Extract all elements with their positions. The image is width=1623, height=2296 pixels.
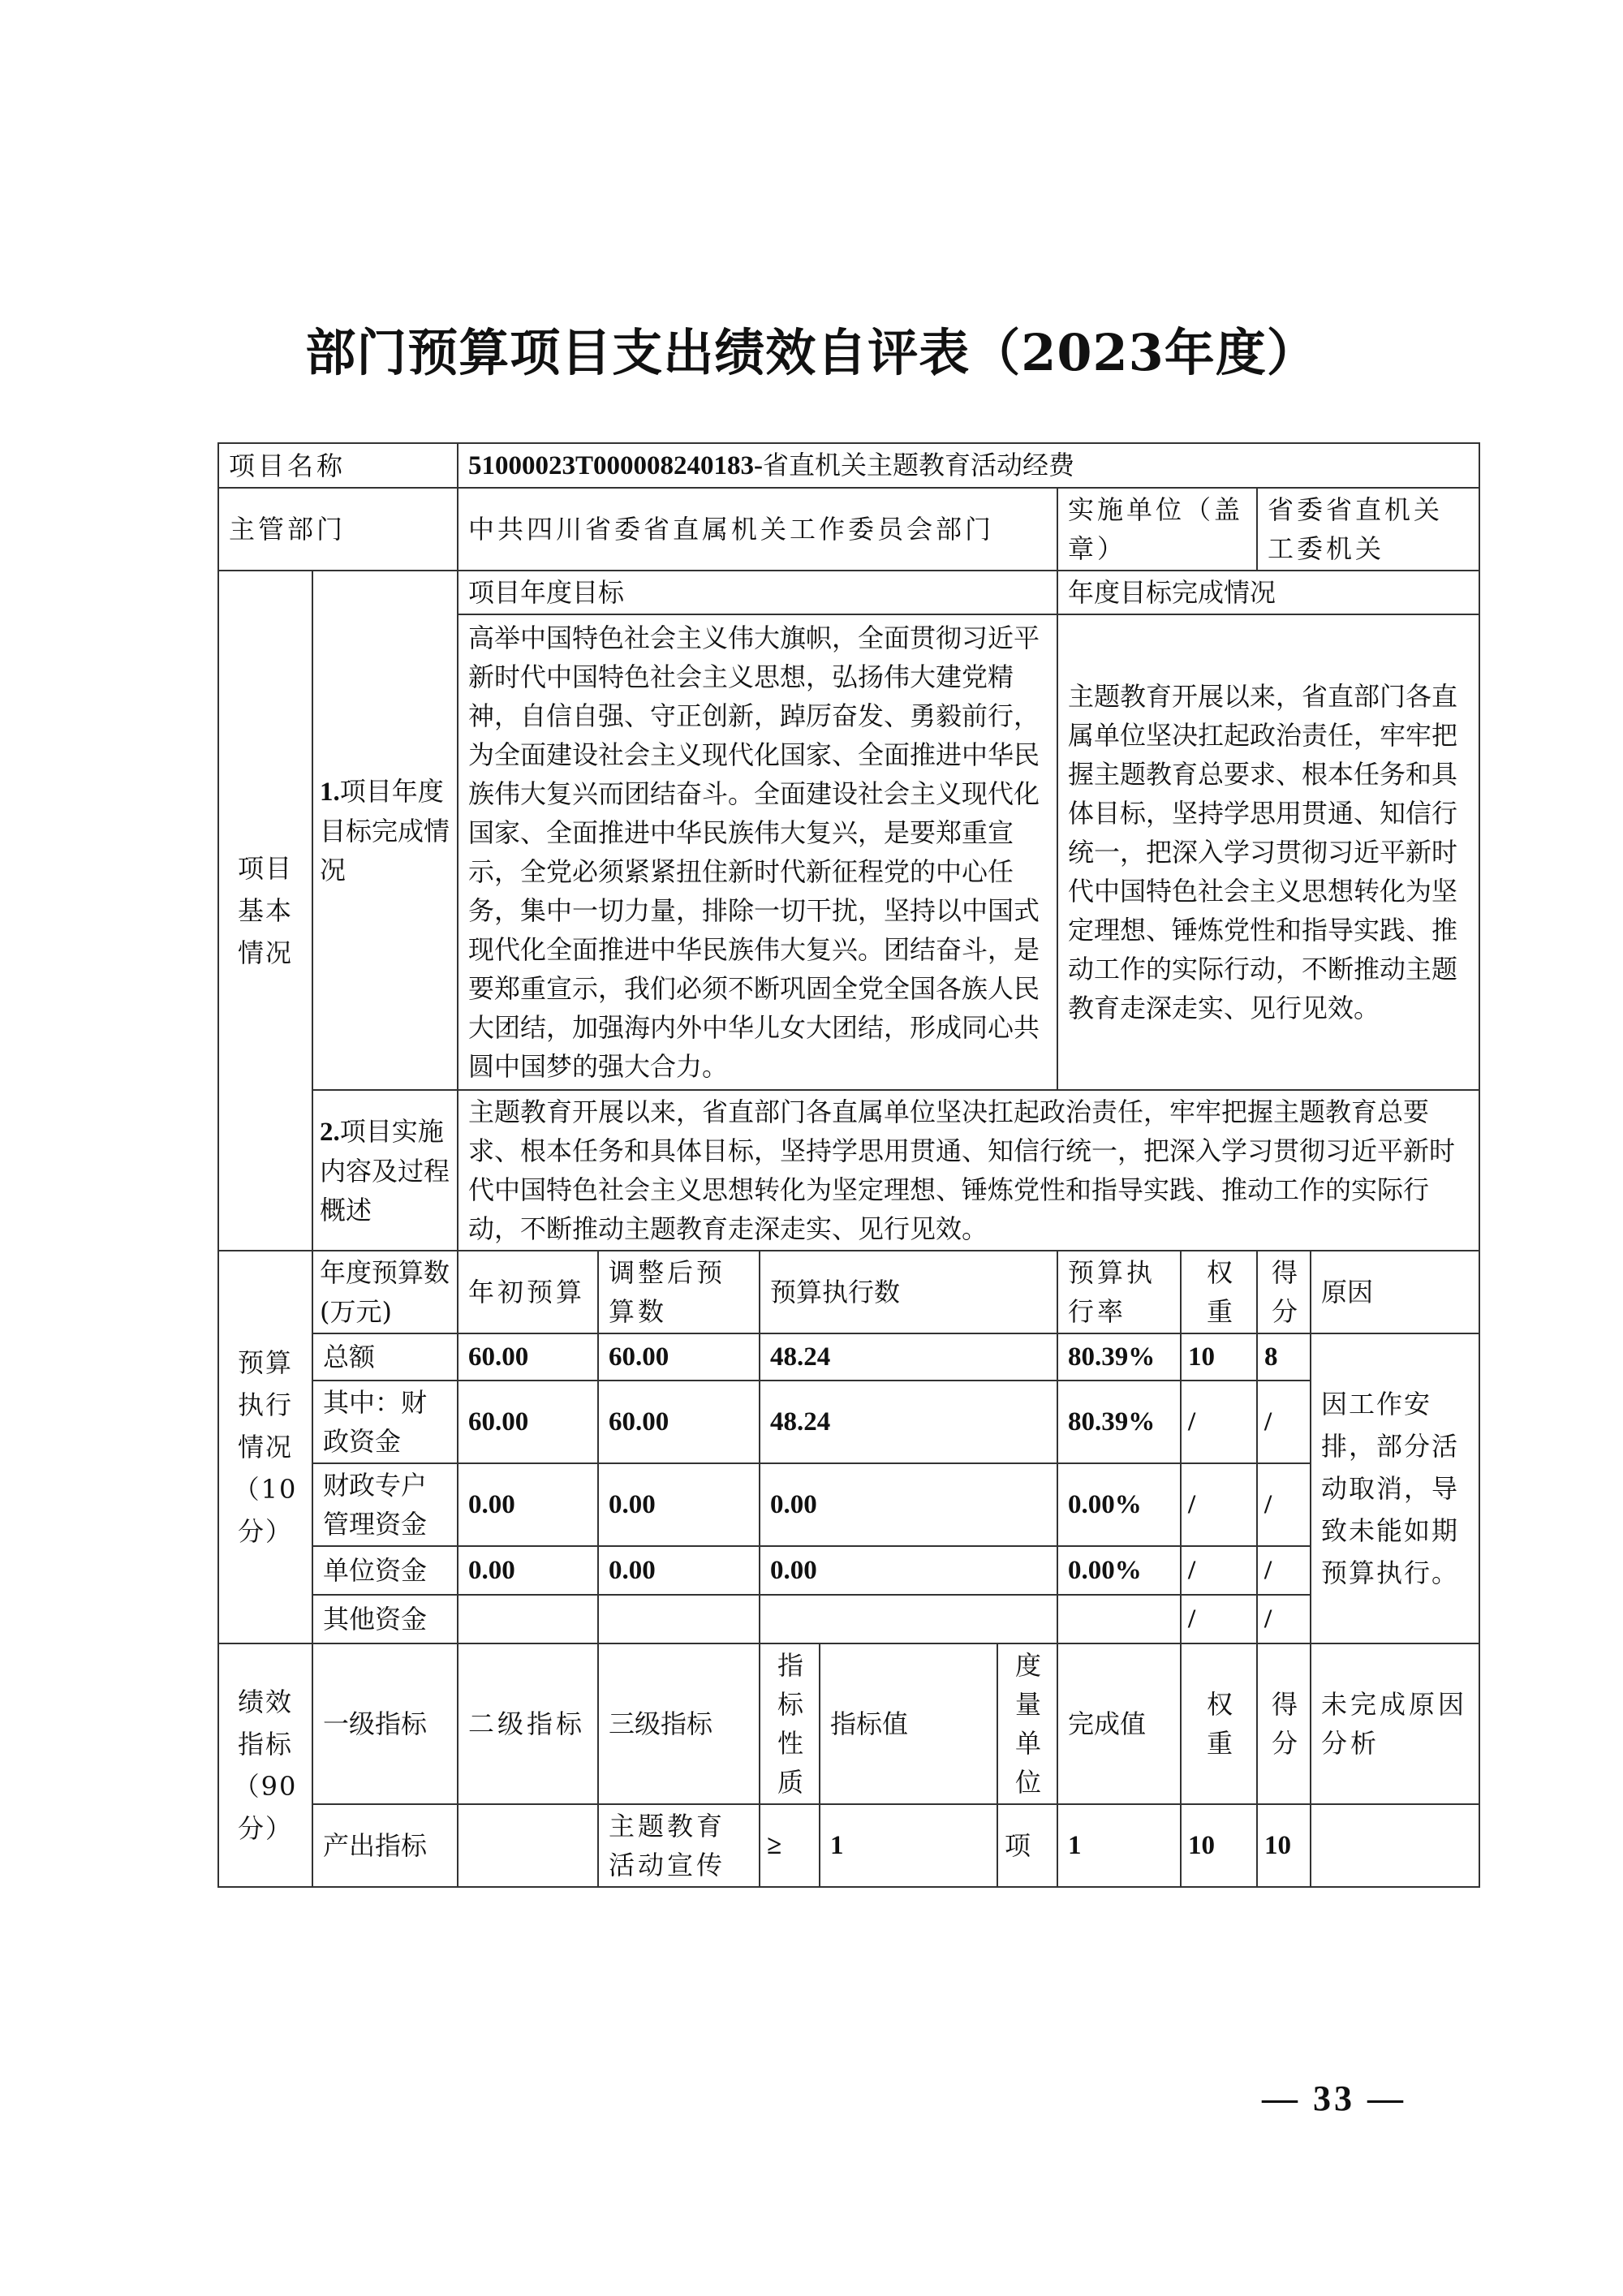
item2-text: 主题教育开展以来，省直部门各直属单位坚决扛起政治责任，牢牢把握主题教育总要求、根本任务和具体目标，坚持学思用贯通、知信行统一，把深入学习贯彻习近平新时代中国特色社会主义思想转化为坚定理想、锤炼党性和指导实践、推动工作的实际行动，不断推动主题教育走深走实、见行见效。 (458, 1090, 1479, 1251)
budget-header-2: 调整后预算数 (598, 1251, 760, 1333)
budget-row-label: 总额 (312, 1333, 458, 1381)
item1-label: 1.项目年度目标完成情况 (312, 571, 458, 1090)
perf-header-1: 二级指标 (458, 1643, 598, 1804)
item2-row (218, 1090, 1479, 1251)
budget-weight: / (1181, 1546, 1257, 1595)
budget-executed (760, 1595, 1057, 1643)
project-name-value (458, 443, 1479, 488)
perf-target: 1 (820, 1804, 997, 1887)
goal-column-header: 项目年度目标 (458, 571, 1057, 614)
perf-actual: 1 (1057, 1804, 1181, 1887)
budget-executed: 0.00 (760, 1463, 1057, 1546)
goal-header-row (218, 571, 1479, 614)
budget-weight: / (1181, 1463, 1257, 1546)
budget-header-0: 年度预算数(万元) (312, 1251, 458, 1333)
page-number: — 33 — (1262, 2078, 1406, 2118)
budget-rate: 80.39% (1057, 1333, 1181, 1381)
perf-level3: 主题教育活动宣传 (598, 1804, 760, 1887)
performance-row (218, 1804, 1479, 1887)
budget-adjusted: 0.00 (598, 1546, 760, 1595)
basic-section-label: 项目基本情况 (218, 571, 312, 1251)
budget-weight: / (1181, 1595, 1257, 1643)
dept-label: 主管部门 (218, 488, 458, 571)
perf-level1: 产出指标 (312, 1804, 458, 1887)
budget-section-label: 预算执行情况（10分） (218, 1251, 312, 1643)
perf-level2 (458, 1804, 598, 1887)
self-evaluation-table (217, 442, 1480, 1888)
budget-weight: / (1181, 1381, 1257, 1463)
perf-unit: 项 (997, 1804, 1057, 1887)
budget-row-label: 单位资金 (312, 1546, 458, 1595)
budget-row (218, 1546, 1479, 1595)
budget-row (218, 1333, 1479, 1381)
budget-header-6: 得分 (1257, 1251, 1311, 1333)
performance-header-row (218, 1643, 1479, 1804)
project-name-row (218, 443, 1479, 488)
budget-header-3: 预算执行数 (760, 1251, 1057, 1333)
budget-executed: 48.24 (760, 1333, 1057, 1381)
budget-initial (458, 1595, 598, 1643)
budget-score: / (1257, 1546, 1311, 1595)
budget-initial: 0.00 (458, 1463, 598, 1546)
perf-header-5: 度量单位 (997, 1643, 1057, 1804)
perf-reason (1311, 1804, 1479, 1887)
perf-header-3: 指标性质 (760, 1643, 820, 1804)
budget-adjusted: 0.00 (598, 1463, 760, 1546)
impl-unit-label: 实施单位（盖章） (1057, 488, 1257, 571)
budget-score: 8 (1257, 1333, 1311, 1381)
department-row (218, 488, 1479, 571)
project-name-text: 省直机关主题教育活动经费 (763, 450, 1075, 480)
perf-header-7: 权重 (1181, 1643, 1257, 1804)
budget-row (218, 1595, 1479, 1643)
budget-rate (1057, 1595, 1181, 1643)
item2-label: 2.项目实施内容及过程概述 (312, 1090, 458, 1251)
budget-rate: 0.00% (1057, 1546, 1181, 1595)
budget-initial: 60.00 (458, 1381, 598, 1463)
budget-row (218, 1463, 1479, 1546)
perf-header-8: 得分 (1257, 1643, 1311, 1804)
budget-adjusted: 60.00 (598, 1333, 760, 1381)
perf-header-9: 未完成原因分析 (1311, 1643, 1479, 1804)
perf-header-2: 三级指标 (598, 1643, 760, 1804)
budget-executed: 0.00 (760, 1546, 1057, 1595)
budget-initial: 60.00 (458, 1333, 598, 1381)
project-name-label: 项目名称 (218, 443, 458, 488)
budget-row-label: 其中：财政资金 (312, 1381, 458, 1463)
page-title: 部门预算项目支出绩效自评表（2023年度） (305, 323, 1318, 382)
perf-weight: 10 (1181, 1804, 1257, 1887)
perf-header-0: 一级指标 (312, 1643, 458, 1804)
budget-rate: 0.00% (1057, 1463, 1181, 1546)
budget-reason: 因工作安排，部分活动取消，导致未能如期预算执行。 (1311, 1333, 1479, 1643)
performance-section-label: 绩效指标（90分） (218, 1643, 312, 1887)
budget-score: / (1257, 1463, 1311, 1546)
budget-initial: 0.00 (458, 1546, 598, 1595)
perf-header-4: 指标值 (820, 1643, 997, 1804)
budget-score: / (1257, 1381, 1311, 1463)
perf-nature: ≥ (760, 1804, 820, 1887)
dept-value: 中共四川省委省直属机关工作委员会部门 (458, 488, 1057, 571)
budget-executed: 48.24 (760, 1381, 1057, 1463)
budget-rate: 80.39% (1057, 1381, 1181, 1463)
budget-header-1: 年初预算 (458, 1251, 598, 1333)
budget-adjusted: 60.00 (598, 1381, 760, 1463)
budget-header-7: 原因 (1311, 1251, 1479, 1333)
budget-row-label: 其他资金 (312, 1595, 458, 1643)
done-column-header: 年度目标完成情况 (1057, 571, 1479, 614)
budget-adjusted (598, 1595, 760, 1643)
budget-header-5: 权重 (1181, 1251, 1257, 1333)
budget-header-row (218, 1251, 1479, 1333)
budget-header-4: 预算执行率 (1057, 1251, 1181, 1333)
perf-header-6: 完成值 (1057, 1643, 1181, 1804)
budget-weight: 10 (1181, 1333, 1257, 1381)
project-code: 51000023T000008240183- (468, 451, 764, 480)
budget-score: / (1257, 1595, 1311, 1643)
impl-unit-value: 省委省直机关工委机关 (1257, 488, 1479, 571)
done-text: 主题教育开展以来，省直部门各直属单位坚决扛起政治责任，牢牢把握主题教育总要求、根本任务和具体目标，坚持学思用贯通、知信行统一，把深入学习贯彻习近平新时代中国特色社会主义思想转化为坚定理想、锤炼党性和指导实践、推动工作的实际行动，不断推动主题教育走深走实、见行见效。 (1057, 614, 1479, 1090)
goal-text: 高举中国特色社会主义伟大旗帜，全面贯彻习近平新时代中国特色社会主义思想，弘扬伟大建党精神，自信自强、守正创新，踔厉奋发、勇毅前行，为全面建设社会主义现代化国家、全面推进中华民族伟大复兴而团结奋斗。全面建设社会主义现代化国家、全面推进中华民族伟大复兴，是要郑重宣示，全党必须紧紧扭住新时代新征程党的中心任务，集中一切力量，排除一切干扰，坚持以中国式现代化全面推进中华民族伟大复兴。团结奋斗，是要郑重宣示，我们必须不断巩固全党全国各族人民大团结，加强海内外中华儿女大团结，形成同心共圆中国梦的强大合力。 (458, 614, 1057, 1090)
budget-row-label: 财政专户管理资金 (312, 1463, 458, 1546)
budget-row (218, 1381, 1479, 1463)
perf-score: 10 (1257, 1804, 1311, 1887)
